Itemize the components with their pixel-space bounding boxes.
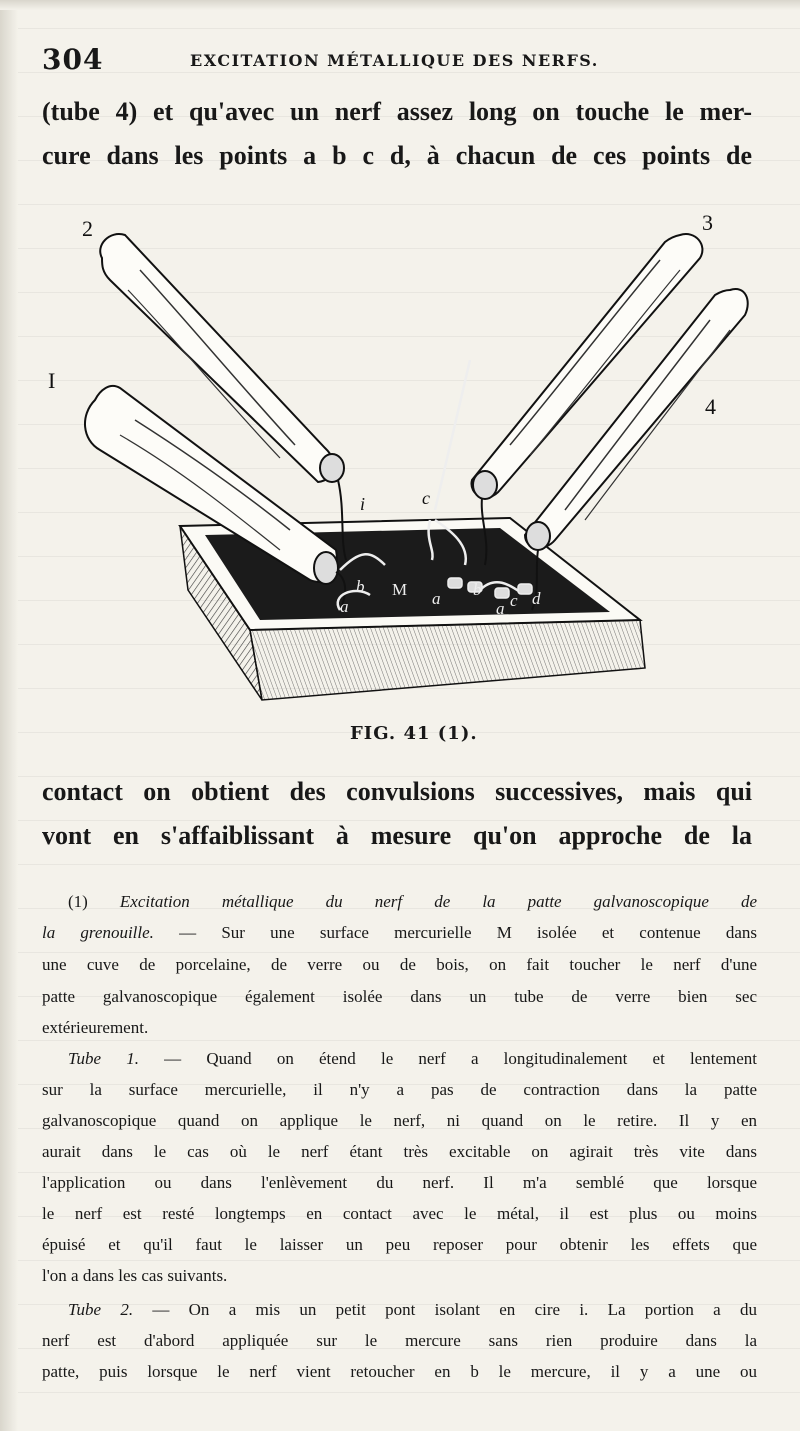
tube1-label: Tube 1. bbox=[68, 1049, 139, 1068]
tube2-text-0: — On a mis un petit pont isolant en cire i. La portion a du bbox=[152, 1300, 758, 1319]
body-line-2: cure dans les points a b c d, à chacun de ces points de bbox=[42, 141, 752, 170]
label-a-2: a bbox=[432, 589, 441, 608]
tube1-line-2: sur la surface mercurielle, il n'y a pas de contraction dans la patte bbox=[42, 1080, 757, 1099]
page-number: 304 bbox=[42, 43, 104, 76]
tube1-line-8: l'on a dans les cas suivants. bbox=[42, 1266, 228, 1285]
tube2-line-1 bbox=[68, 1298, 757, 1322]
tube2-line-3: patte, puis lorsque le nerf vient retoucher en b le mercure, il y a une ou bbox=[42, 1362, 757, 1381]
tube1-line-4: aurait dans le cas où le nerf étant très excitable on agirait très vite dans bbox=[42, 1142, 757, 1161]
label-c-2: c bbox=[510, 591, 518, 610]
footnote-title-1: Excitation métallique du nerf de la patte galvanoscopique de bbox=[119, 892, 757, 911]
body-line-3: contact on obtient des convulsions successives, mais qui bbox=[42, 777, 752, 806]
running-head: EXCITATION MÉTALLIQUE DES NERFS. bbox=[190, 51, 599, 70]
label-tube-2: 2 bbox=[82, 216, 93, 241]
label-M: M bbox=[392, 580, 408, 599]
footnote-line-2: une cuve de porcelaine, de verre ou de bois, on fait toucher le nerf d'une bbox=[42, 955, 757, 974]
footnote-title-2: la grenouille. bbox=[42, 923, 154, 942]
mercury-tray bbox=[180, 518, 645, 700]
tube2-label: Tube 2. bbox=[68, 1300, 134, 1319]
label-tube-1: I bbox=[48, 368, 56, 393]
label-a-1: a bbox=[340, 597, 349, 616]
label-d: d bbox=[532, 589, 541, 608]
figure-caption: FIG. 41 (1). bbox=[350, 723, 478, 744]
label-b-1: b bbox=[356, 577, 365, 596]
body-line-1: (tube 4) et qu'avec un nerf assez long on touche le mer- bbox=[42, 97, 752, 126]
footnote-marker: (1) bbox=[68, 892, 88, 911]
label-a-3: a bbox=[496, 599, 505, 618]
body-line-4: vont en s'affaiblissant à mesure qu'on approche de la bbox=[42, 821, 752, 850]
tube1-line-5: l'application ou dans l'enlèvement du nerf. Il m'a semblé que lorsque bbox=[42, 1173, 757, 1192]
label-tube-4: 4 bbox=[705, 394, 716, 419]
footnote-line-4: extérieurement. bbox=[42, 1018, 149, 1037]
tube2-line-2: nerf est d'abord appliquée sur le mercure sans rien produire dans la bbox=[42, 1331, 757, 1350]
tube1-line-7: épuisé et qu'il faut le laisser un peu reposer pour obtenir les effets que bbox=[42, 1235, 757, 1254]
tube1-line-3: galvanoscopique quand on applique le nerf, ni quand on le retire. Il y en bbox=[42, 1111, 757, 1130]
tube1-line-1 bbox=[68, 1047, 757, 1071]
footnote-text-0: — Sur une surface mercurielle M isolée et contenue dans bbox=[179, 923, 758, 942]
page-header bbox=[42, 43, 762, 77]
figure-41-illustration bbox=[40, 200, 760, 720]
footnote-title-line bbox=[68, 890, 757, 914]
label-tube-3: 3 bbox=[702, 210, 713, 235]
footnote-line-1 bbox=[42, 921, 757, 945]
label-c: c bbox=[422, 488, 430, 508]
page-top-shadow bbox=[0, 0, 800, 10]
page-edge-shadow bbox=[0, 0, 18, 1431]
tube1-line-6: le nerf est resté longtemps en contact avec le métal, il est plus ou moins bbox=[42, 1204, 757, 1223]
footnote-line-3: patte galvanoscopique également isolée dans un tube de verre bien sec bbox=[42, 987, 757, 1006]
tube1-text-0: — Quand on étend le nerf a longitudinalement et lentement bbox=[164, 1049, 757, 1068]
label-i: i bbox=[360, 494, 366, 514]
label-b-2: b bbox=[473, 580, 482, 599]
